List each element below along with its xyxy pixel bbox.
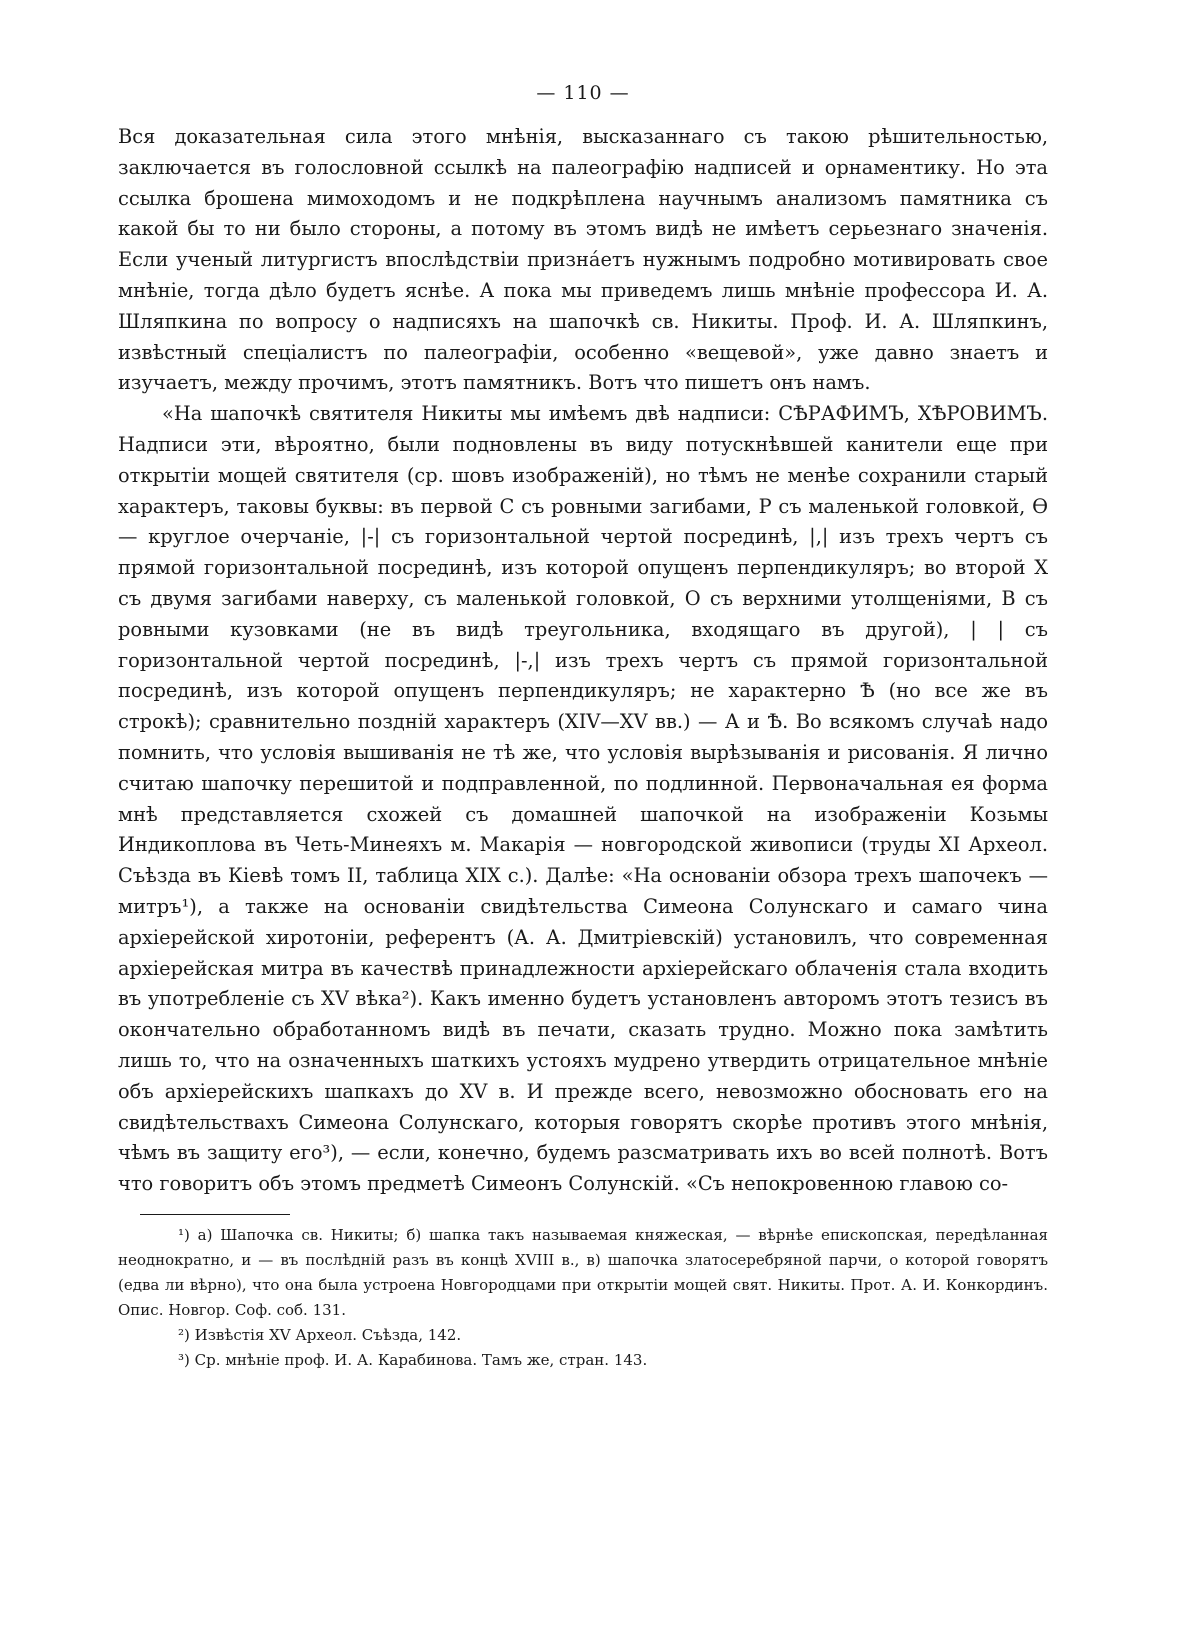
footnote-2: ²) Извѣстія XV Археол. Съѣзда, 142.	[178, 1325, 462, 1344]
paragraph: Вся доказательная сила этого мнѣнія, высказаннаго съ такою рѣшительностью, заключается въ голословной ссылкѣ на палеографію надписей и орнаментику. Но эта ссылка брошена мимоходомъ и не подкрѣплена научнымъ анализомъ памятника съ какой бы то ни было стороны, а потому въ этомъ видѣ не имѣетъ серьезнаго значенія. Если ученый литургистъ впослѣдствіи признáетъ нужнымъ подробно мотивировать свое мнѣніе, тогда дѣло будетъ яснѣе. А пока мы приведемъ лишь мнѣніе профессора И. А. Шляпкина по вопросу о надписяхъ на шапочкѣ св. Никиты. Проф. И. А. Шляпкинъ, извѣстный спеціалистъ по палеографіи, особенно «вещевой», уже давно знаетъ и изучаетъ, между прочимъ, этотъ памятникъ. Вотъ что пишетъ онъ намъ.	[118, 125, 1048, 395]
document-page	[118, 82, 1048, 1602]
footnote-divider	[140, 1214, 290, 1215]
footnote-3: ³) Ср. мнѣніе проф. И. А. Карабинова. Тамъ же, стран. 143.	[178, 1350, 648, 1369]
page-number: — 110 —	[536, 82, 630, 104]
footnote-1: ¹) а) Шапочка св. Никиты; б) шапка такъ называемая княжеская, — вѣрнѣе епископская, передѣланная неоднократно, и — въ послѣдній разъ въ концѣ XVIII в., в) шапочка златосеребряной парчи, о которой говорятъ (едва ли вѣрно), что она была устроена Новгородцами при открытіи мощей свят. Никиты. Прот. А. И. Конкординъ. Опис. Новгор. Соф. соб. 131.	[118, 1225, 1048, 1319]
paragraph: «На шапочкѣ святителя Никиты мы имѣемъ двѣ надписи: СѢРАФИМЪ, ХѢРОВИМЪ. Надписи эти, вѣроятно, были подновлены въ виду потускнѣвшей канители еще при открытіи мощей святителя (ср. шовъ изображеній), но тѣмъ не менѣе сохранили старый характеръ, таковы буквы: въ первой С съ ровными загибами, Р съ маленькой головкой, Ѳ — круглое очерчаніе, |-| съ горизонтальной чертой посрединѣ, |,| изъ трехъ чертъ съ прямой горизонтальной посрединѣ, изъ которой опущенъ перпендикуляръ; во второй Х съ двумя загибами наверху, съ маленькой головкой, О съ верхними утолщеніями, В съ ровными кузовками (не въ видѣ треугольника, входящаго въ другой), | | съ горизонтальной чертой посрединѣ, |-,| изъ трехъ чертъ съ прямой горизонтальной посрединѣ, изъ которой опущенъ перпендикуляръ; не характерно Ѣ (но все же въ строкѣ); сравнительно поздній характеръ (XIV—XV вв.) — А и Ѣ. Во всякомъ случаѣ надо помнить, что условія вышиванія не тѣ же, что условія вырѣзыванія и рисованія. Я лично считаю шапочку перешитой и подправленной, по подлинной. Первоначальная ея форма мнѣ представляется схожей съ домашней шапочкой на изображеніи Козьмы Индикоплова въ Четь-Минеяхъ м. Макарія — новгородской живописи (труды XI Археол. Съѣзда въ Кіевѣ томъ II, таблица XIX с.). Далѣе: «На основаніи обзора трехъ шапочекъ — митръ¹), а также на основаніи свидѣтельства Симеона Солунскаго и самаго чина архіерейской хиротоніи, референтъ (А. А. Дмитріевскій) установилъ, что современная архіерейская митра въ качествѣ принадлежности архіерейскаго облаченія стала входить въ употребленіе съ XV вѣка²). Какъ именно будетъ установленъ авторомъ этотъ тезисъ въ окончательно обработанномъ видѣ въ печати, сказать трудно. Можно пока замѣтить лишь то, что на означенныхъ шаткихъ устояхъ мудрено утвердить отрицательное мнѣніе объ архіерейскихъ шапкахъ до XV в. И прежде всего, невозможно обосновать его на свидѣтельствахъ Симеона Солунскаго, которыя говорятъ скорѣе противъ этого мнѣнія, чѣмъ въ защиту его³), — если, конечно, будемъ разсматривать ихъ во всей полнотѣ. Вотъ что говоритъ объ этомъ предметѣ Симеонъ Солунскій. «Съ непокровенною главою со-	[118, 402, 1048, 1196]
footnotes	[118, 1223, 1048, 1373]
body-text	[118, 122, 1048, 1200]
